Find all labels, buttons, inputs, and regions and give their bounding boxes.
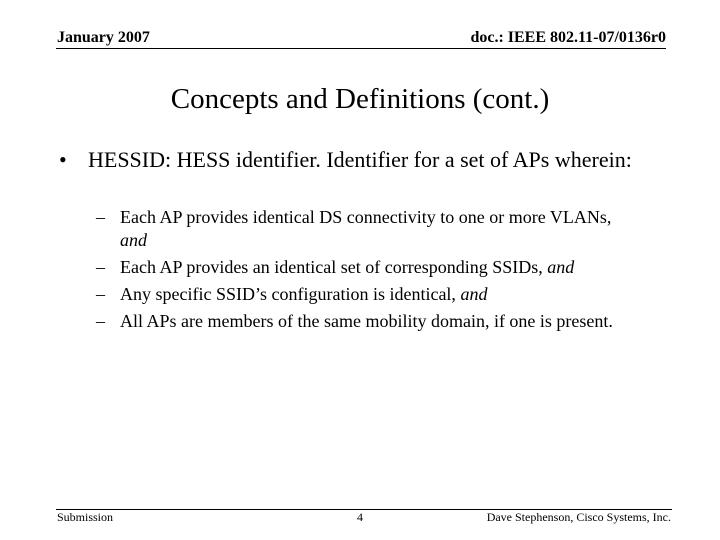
header-date: January 2007 [57, 29, 150, 46]
bullet-symbol: • [59, 147, 67, 172]
sub-bullet-suffix: and [460, 284, 488, 304]
sub-bullet-text: Each AP provides an identical set of corresponding SSIDs, [120, 257, 548, 277]
dash-symbol: – [96, 257, 105, 277]
header-doc-id: doc.: IEEE 802.11-07/0136r0 [470, 29, 666, 46]
footer-author: Dave Stephenson, Cisco Systems, Inc. [486, 510, 671, 524]
sub-bullet-text: All APs are members of the same mobility domain, if one is present. [120, 311, 613, 331]
sub-bullet-item [96, 310, 636, 333]
footer-submission: Submission [57, 510, 114, 524]
sub-bullet-item [96, 256, 636, 279]
footer-page-number: 4 [357, 510, 363, 524]
sub-bullet-item [96, 206, 636, 252]
sub-bullet-suffix: and [120, 230, 147, 250]
sub-bullet-suffix: and [547, 257, 575, 277]
slide-title: Concepts and Definitions (cont.) [170, 83, 550, 115]
sub-bullet-text: Each AP provides identical DS connectivity to one or more VLANs, [120, 207, 612, 227]
sub-bullet-list [96, 206, 636, 337]
bullet-text: HESSID: HESS identifier. Identifier for a set of APs wherein: [88, 147, 632, 172]
dash-symbol: – [96, 284, 105, 304]
header-rule [56, 48, 666, 49]
dash-symbol: – [96, 311, 105, 331]
dash-symbol: – [96, 207, 105, 227]
sub-bullet-item [96, 283, 636, 306]
sub-bullet-text: Any specific SSID’s configuration is identical, [120, 284, 461, 304]
